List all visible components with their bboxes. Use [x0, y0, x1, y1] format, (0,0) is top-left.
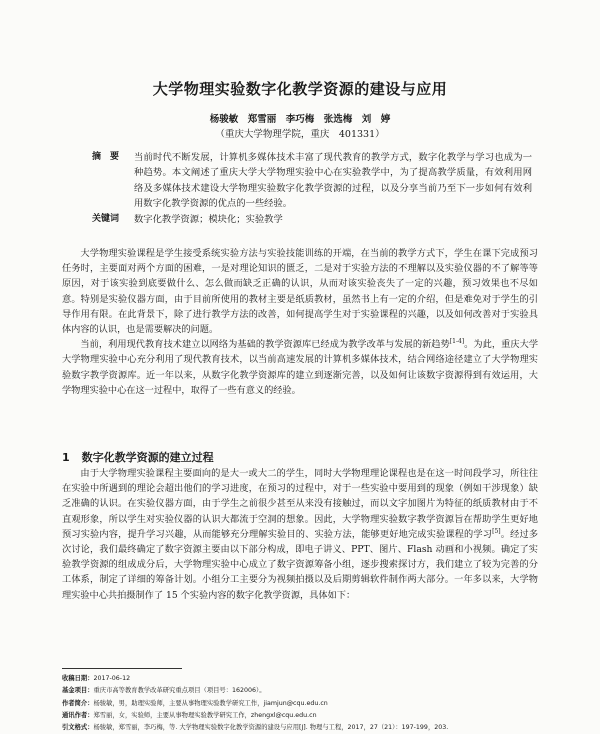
footnote-value: 2017-06-12: [93, 675, 131, 682]
section-1-paragraph: [62, 466, 538, 603]
intro-p2-text-a: 当前，利用现代教育技术建立以网络为基础的教学资源库已经成为教学改革与发展的新趋势: [80, 339, 450, 351]
footnote-value: 重庆市高等教育教学改革研究重点项目（项目号：162006）。: [93, 687, 266, 695]
footnote-label: 收稿日期：: [62, 675, 94, 682]
footnote-divider: [62, 668, 182, 669]
intro-paragraph-2: [62, 337, 538, 398]
abstract-text: 当前时代不断发展，计算机多媒体技术丰富了现代教育的教学方式，数字化教学与学习也成为一种趋势。本文阐述了重庆大学大学物理实验中心在实验教学中，为了提高教学质量，有效利用网络及多媒体技术建设大学物理实验数字化教学资源的过程，以及分享当前乃至下一步如何有效利用数字化教学资源的优点的一些经验。: [134, 152, 532, 209]
sec1-text-a: 由于大学物理实验课程主要面向的是大一或大二的学生，同时大学物理理论课程也是在这一时间段学习，所往往在实验中所遇到的理论会超出他们的学习进度，在预习的过程中，对于一些实验中要用到的现象（例如干涉现象）缺乏准确的认识。在实验仪器方面，由于学生之前很少甚至从来没有接触过，而以文字加图片为特征的纸质教材由于不直观形象，所以学生对实验仪器的认识大都流于空洞的想象。因此，大学物理实验数字教学资源旨在帮助学生更好地预习实验内容，提升学习兴趣，从而能够充分理解实验目的、实验方法，能够更好地完成实验课程的学习: [62, 468, 538, 540]
paper-title: 大学物理实验数字化教学资源的建设与应用: [152, 80, 448, 98]
footnote-received: [62, 673, 538, 685]
footnote-author: [62, 698, 538, 710]
section-heading: [62, 449, 214, 465]
keywords-label: 关键词: [92, 214, 120, 225]
author-affiliation: （重庆大学物理学院，重庆 401331）: [215, 129, 385, 140]
abstract-block: [92, 150, 532, 227]
author-list: 杨骏敏 郑雪丽 李巧梅 张选梅 刘 婷: [209, 114, 391, 125]
keywords-text: 数字化教学资源；模块化；实验教学: [134, 214, 283, 226]
footnote-label: 作者简介：: [62, 699, 94, 707]
footnote-value: 杨骏敏，男，助理实验师，主要从事物理实验教学研究工作，jiamjun@cqu.edu.cn: [93, 699, 328, 707]
intro-paragraph-1: 大学物理实验课程是学生接受系统实验方法与实验技能训练的开端，在当前的教学方式下，学生在课下完成预习任务时，主要面对两个方面的困难，一是对理论知识的匮乏，二是对于实验方法的不理解以及实验仪器的不了解等等原因，对于该实验到底要做什么、怎么做而缺乏正确的认识，从而对该实验丧失了一定的兴趣，预习效果也不尽如意。特别是实验仪器方面，由于目前所使用的教材主要是纸质教材，虽然书上有一定的介绍，但是难免对于学生的引导作用有限。在此背景下，除了进行教学方法的改善，如何提高学生对于实验课程的兴趣，以及如何改善对于实验具体内容的认识，也是需要解决的问题。: [62, 248, 538, 336]
footnotes: [62, 673, 538, 734]
abstract-label: 摘 要: [92, 152, 120, 162]
introduction: [62, 246, 538, 398]
footnote-label: 通讯作者：: [62, 711, 94, 719]
citation-ref: [1-4]: [449, 338, 465, 346]
sec1-text-b: 。经过多次讨论，我们最终确定了数字资源主要由以下部分构成，即电子讲义、PPT、图片、Flash 动画和小视频。确定了实验教学资源的组成成分后，大学物理实验中心成立了数字资源筹备小组，逐步搜索探讨方，我们建立了较为完善的分工体系，制定了详细的筹备计划。小组分工主要分为视频拍摄以及后期剪辑软件制作两大部分。一年多以来，大学物理实验中心共拍摄制作了 15 个实验内容的数字化教学资源，具体如下：: [62, 528, 539, 601]
footnote-value: 杨骏敏，郑雪丽，李巧梅，等. 大学物理实验数字化教学资源的建设与应用[J]. 物理与工程，2017，27（21）：197-199，203.: [93, 724, 449, 732]
section-number: 1: [62, 451, 70, 464]
footnote-value: 郑雪丽，女，实验师，主要从事物理实验教学研究工作，zhengxl@cqu.edu.cn: [93, 711, 317, 719]
intro-p2-text-b: 。为此，重庆大学大学物理实验中心充分利用了现代教育技术，以当前高速发展的计算机多媒体技术，结合网络途径建立了大学物理实验数字教学资源库。近一年以来，从数字化教学资源库的建立到逐渐完善，以及如何让该数字资源得到有效运用，大学物理实验中心在这一过程中，取得了一些有意义的经验。: [62, 339, 539, 396]
citation-ref: [5]: [492, 527, 501, 535]
footnote-fund: [62, 685, 538, 697]
footnote-contact: [62, 710, 538, 722]
footnote-label: 基金项目：: [62, 687, 94, 695]
footnote-citation: [62, 722, 538, 734]
section-title: 数字化教学资源的建立过程: [81, 451, 214, 464]
section-1-body: [62, 466, 538, 603]
footnote-label: 引文格式：: [62, 724, 94, 732]
